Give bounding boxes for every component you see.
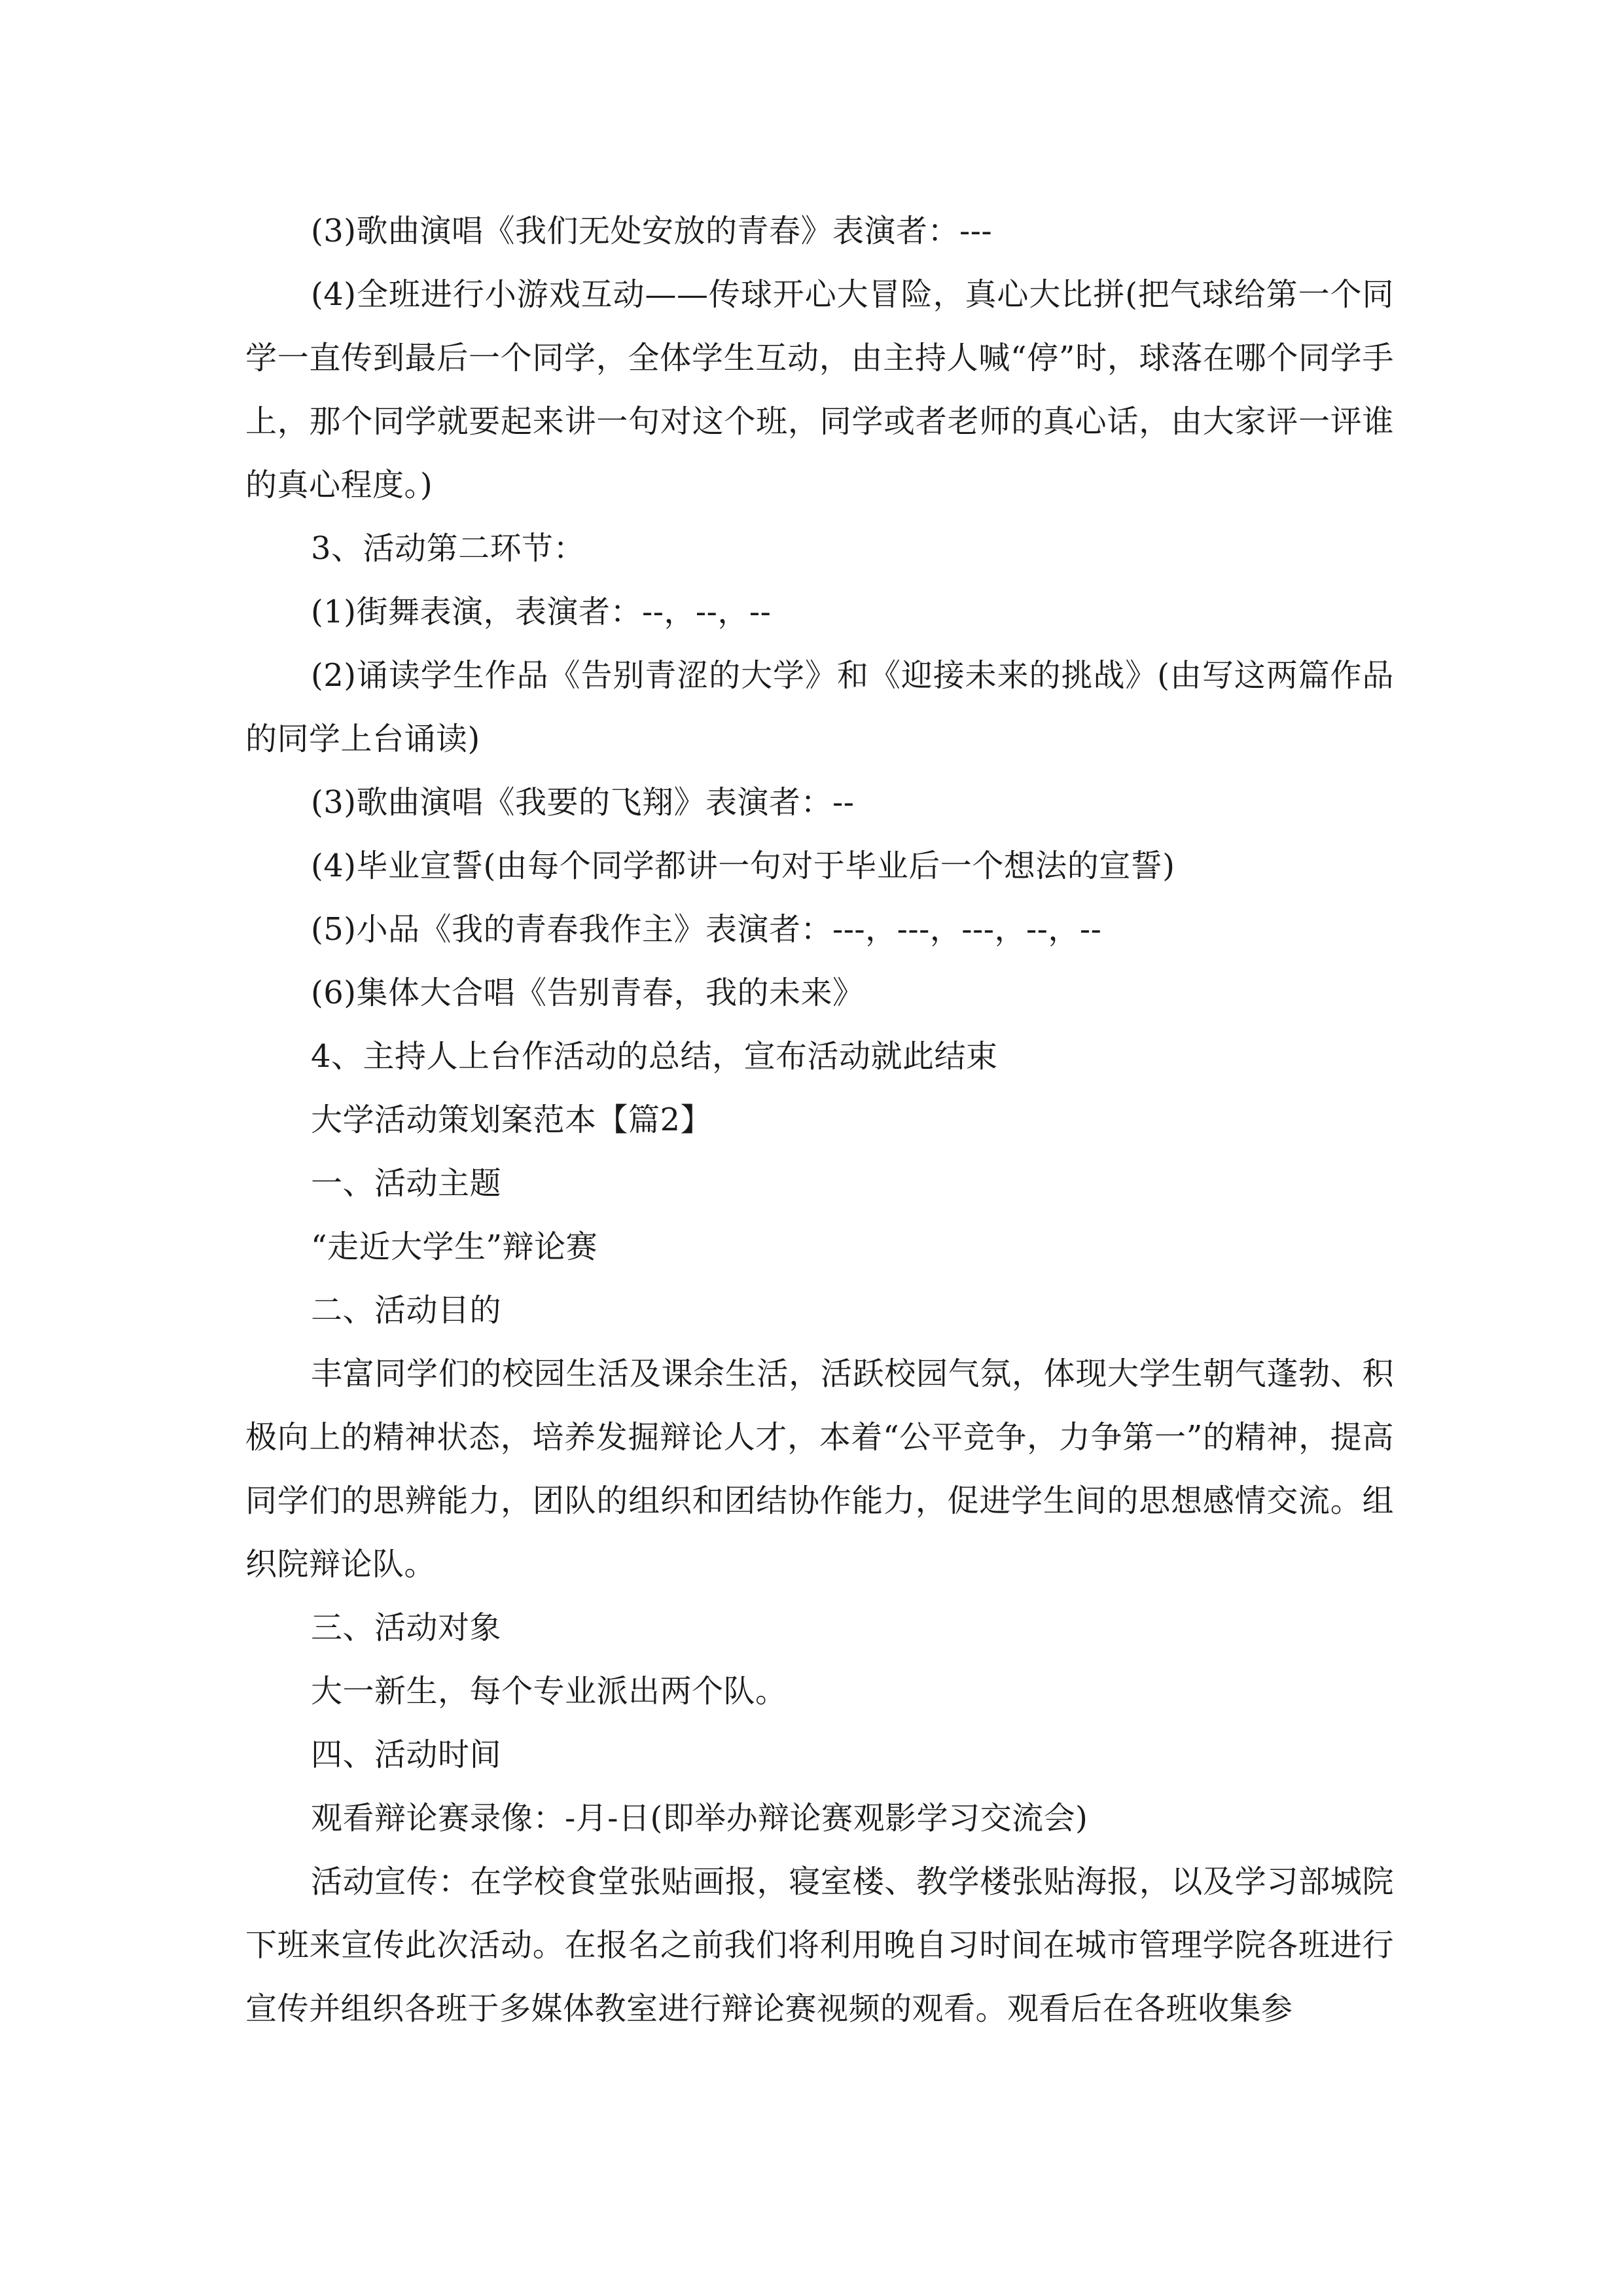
- paragraph-skit: (5)小品《我的青春我作主》表演者：---，---，---，--，--: [311, 911, 1102, 948]
- paragraph-song-2: (3)歌曲演唱《我要的飞翔》表演者：--: [311, 784, 855, 821]
- paragraph-recitation: (2)诵读学生作品《告别青涩的大学》和《迎接未来的挑战》(由写这两篇作品的同学上台诵读): [245, 657, 1394, 757]
- heading-activity-time: 四、活动时间: [311, 1736, 502, 1773]
- paragraph-purpose: 丰富同学们的校园生活及课余生活，活跃校园气氛，体现大学生朝气蓬勃、积极向上的精神状态，培养发掘辩论人才，本着“公平竞争，力争第一”的精神，提高同学们的思辨能力，团队的组织和团结协作能力，促进学生间的思想感情交流。组织院辩论队。: [245, 1355, 1394, 1583]
- heading-activity-purpose: 二、活动目的: [311, 1292, 502, 1329]
- paragraph-closing: 4、主持人上台作活动的总结，宣布活动就此结束: [311, 1038, 998, 1075]
- document-body: [245, 200, 1394, 2041]
- paragraph-target: 大一新生，每个专业派出两个队。: [311, 1673, 787, 1710]
- paragraph-chorus: (6)集体大合唱《告别青春，我的未来》: [311, 975, 865, 1011]
- paragraph-game: (4)全班进行小游戏互动——传球开心大冒险，真心大比拼(把气球给第一个同学一直传到最后一个同学，全体学生互动，由主持人喊“停”时，球落在哪个同学手上，那个同学就要起来讲一句对这个班，同学或者老师的真心话，由大家评一评谁的真心程度。): [245, 276, 1394, 503]
- article-heading: 大学活动策划案范本【篇2】: [311, 1102, 713, 1138]
- paragraph-video-viewing: 观看辩论赛录像：-月-日(即举办辩论赛观影学习交流会): [311, 1800, 1088, 1837]
- paragraph-publicity: 活动宣传：在学校食堂张贴画报，寝室楼、教学楼张贴海报，以及学习部城院下班来宣传此次活动。在报名之前我们将利用晚自习时间在城市管理学院各班进行宣传并组织各班于多媒体教室进行辩论赛视频的观看。观看后在各班收集参: [245, 1863, 1394, 2027]
- paragraph-song-1: (3)歌曲演唱《我们无处安放的青春》表演者：---: [311, 213, 993, 249]
- paragraph-theme: “走近大学生”辩论赛: [311, 1229, 598, 1265]
- paragraph-graduation-oath: (4)毕业宣誓(由每个同学都讲一句对于毕业后一个想法的宣誓): [311, 848, 1175, 884]
- paragraph-street-dance: (1)街舞表演，表演者：--，--，--: [311, 594, 772, 630]
- heading-activity-target: 三、活动对象: [311, 1609, 502, 1646]
- heading-activity-theme: 一、活动主题: [311, 1165, 502, 1202]
- section-part-two: 3、活动第二环节：: [311, 530, 586, 567]
